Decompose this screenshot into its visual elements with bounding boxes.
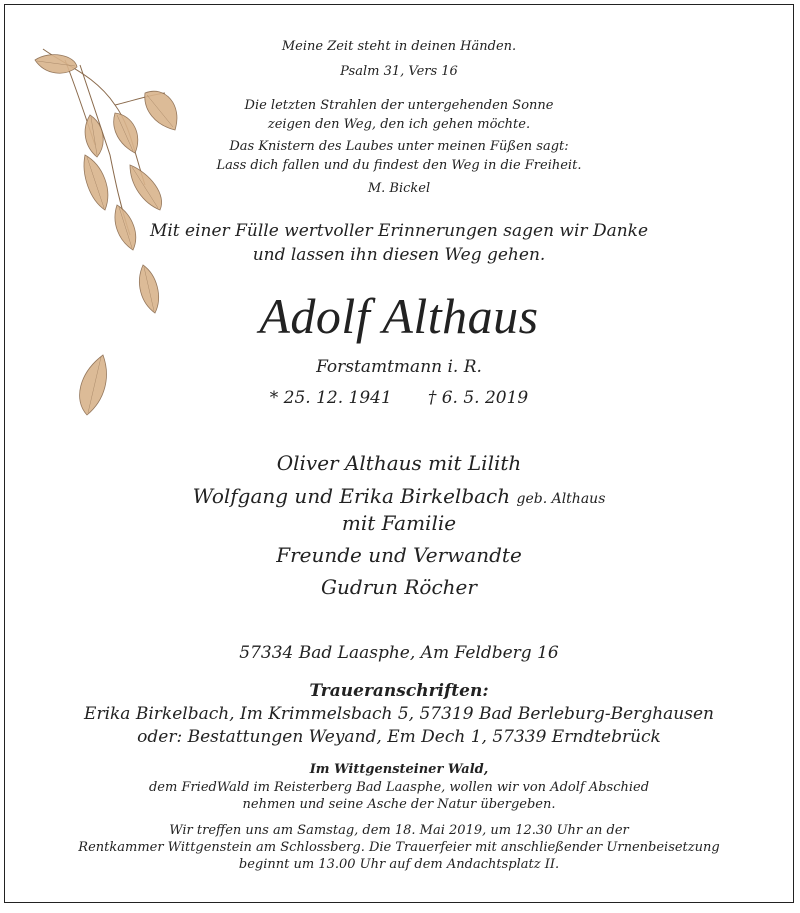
verse-line: Meine Zeit steht in deinen Händen. — [281, 39, 517, 54]
poem-line: zeigen den Weg, den ich gehen möchte. — [267, 117, 531, 132]
mourner-line: mit Familie — [341, 511, 457, 535]
intro-line: Mit einer Fülle wertvoller Erinnerungen sagen wir Danke — [149, 221, 649, 241]
poem-line: Lass dich fallen und du findest den Weg in die Freiheit. — [216, 158, 582, 173]
burial-line: nehmen und seine Asche der Natur übergeben. — [242, 797, 556, 812]
mourner-line — [5, 484, 793, 508]
meeting-line: Wir treffen uns am Samstag, dem 18. Mai 2019, um 12.30 Uhr an der — [169, 823, 629, 838]
condolence-address: Erika Birkelbach, Im Krimmelsbach 5, 57319 Bad Berleburg-Berghausen — [84, 704, 714, 724]
burial-heading: Im Wittgensteiner Wald, — [309, 762, 489, 777]
birth-date: * 25. 12. 1941 — [269, 388, 392, 408]
condolence-address: oder: Bestattungen Weyand, Em Dech 1, 57339 Erndtebrück — [137, 727, 661, 747]
meeting-line: beginnt um 13.00 Uhr auf dem Andachtsplatz II. — [238, 857, 560, 872]
mourner-line: Gudrun Röcher — [321, 575, 477, 599]
death-date: † 6. 5. 2019 — [427, 388, 529, 408]
deceased-title: Forstamtmann i. R. — [316, 357, 482, 377]
maiden-name: geb. Althaus — [516, 491, 606, 507]
burial-line: dem FriedWald im Reisterberg Bad Laasphe, wollen wir von Adolf Abschied — [148, 780, 650, 795]
verse-reference: Psalm 31, Vers 16 — [340, 64, 458, 79]
home-address: 57334 Bad Laasphe, Am Feldberg 16 — [239, 643, 559, 663]
poem-line: Das Knistern des Laubes unter meinen Füßen sagt: — [229, 139, 569, 154]
mourner-line: Freunde und Verwandte — [276, 543, 522, 567]
meeting-line: Rentkammer Wittgenstein am Schlossberg. Die Trauerfeier mit anschließender Urnenbeisetzung — [78, 840, 720, 855]
obituary-notice — [4, 4, 794, 903]
poem-line: Die letzten Strahlen der untergehenden Sonne — [244, 98, 554, 113]
mourner-names: Wolfgang und Erika Birkelbach — [192, 484, 511, 508]
intro-line: und lassen ihn diesen Weg gehen. — [252, 245, 546, 265]
mourner-line: Oliver Althaus mit Lilith — [276, 451, 522, 475]
poem-author: M. Bickel — [367, 181, 431, 196]
life-dates — [5, 388, 793, 408]
deceased-name: Adolf Althaus — [259, 288, 539, 344]
condolence-heading: Traueranschriften: — [309, 681, 489, 701]
